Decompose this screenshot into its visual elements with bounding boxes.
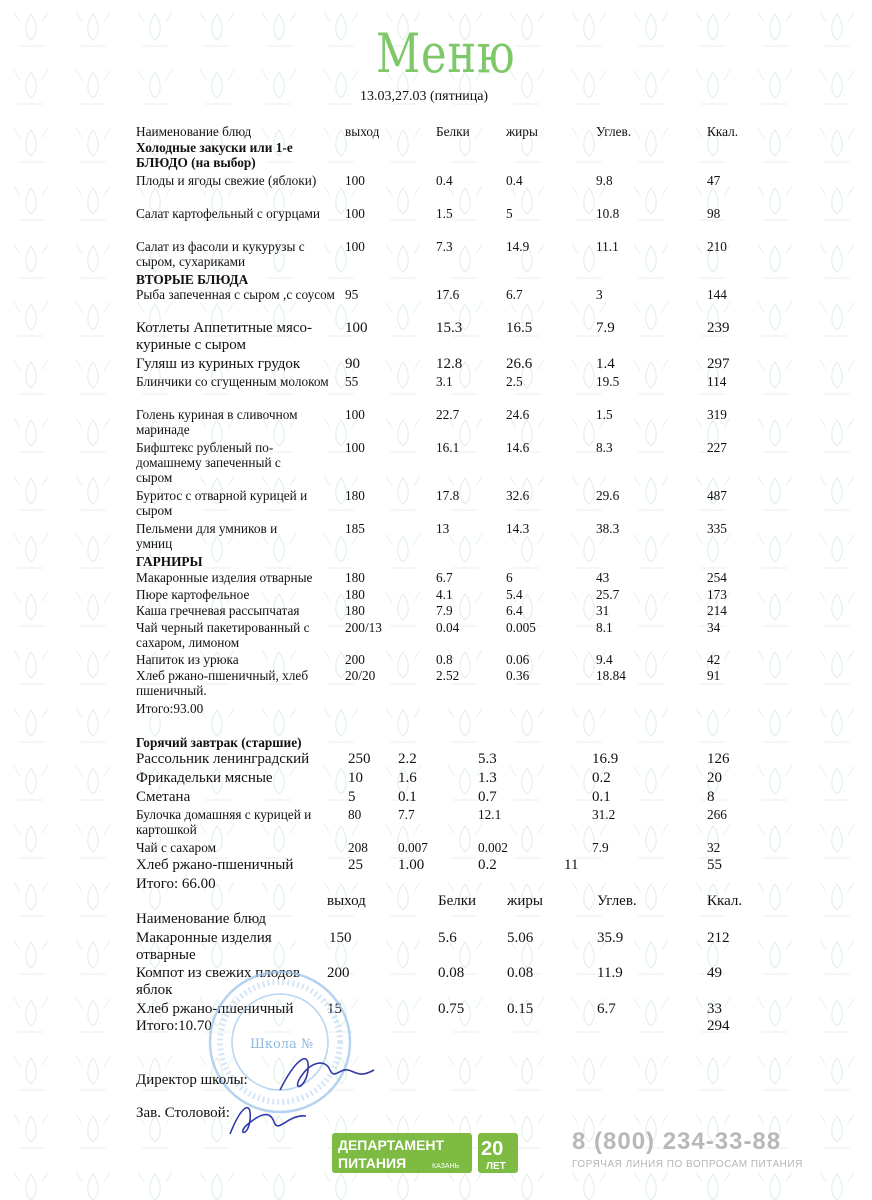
- menu-date: 13.03,27.03 (пятница): [360, 89, 489, 104]
- svg-text:20: 20: [481, 1138, 504, 1160]
- svg-text:ПИТАНИЯ: ПИТАНИЯ: [338, 1155, 407, 1171]
- col-fat-header: жиры: [506, 124, 538, 139]
- canteen-signature: [222, 1094, 312, 1144]
- department-logo: [332, 1133, 518, 1173]
- svg-text:КАЗАНЬ: КАЗАНЬ: [432, 1163, 460, 1170]
- hotline-caption: ГОРЯЧАЯ ЛИНИЯ ПО ВОПРОСАМ ПИТАНИЯ: [572, 1159, 803, 1170]
- col-carbs-header: Углев.: [596, 124, 632, 139]
- svg-text:ЛЕТ: ЛЕТ: [486, 1161, 506, 1172]
- hotline-phone: 8 (800) 234-33-88: [572, 1128, 782, 1155]
- kcal-total: 294: [707, 1018, 730, 1034]
- col-kcal-header: Ккал.: [707, 124, 739, 139]
- col-yield-header: выход: [345, 124, 380, 139]
- col-protein-header: Белки: [436, 124, 470, 139]
- menu-title: Меню: [376, 22, 516, 85]
- svg-text:ДЕПАРТАМЕНТ: ДЕПАРТАМЕНТ: [338, 1137, 445, 1153]
- col-name-header: Наименование блюд: [136, 124, 252, 139]
- hotline-block: [572, 1128, 817, 1170]
- director-signature: [270, 1040, 380, 1100]
- stamp-text: Школа №: [250, 1037, 314, 1052]
